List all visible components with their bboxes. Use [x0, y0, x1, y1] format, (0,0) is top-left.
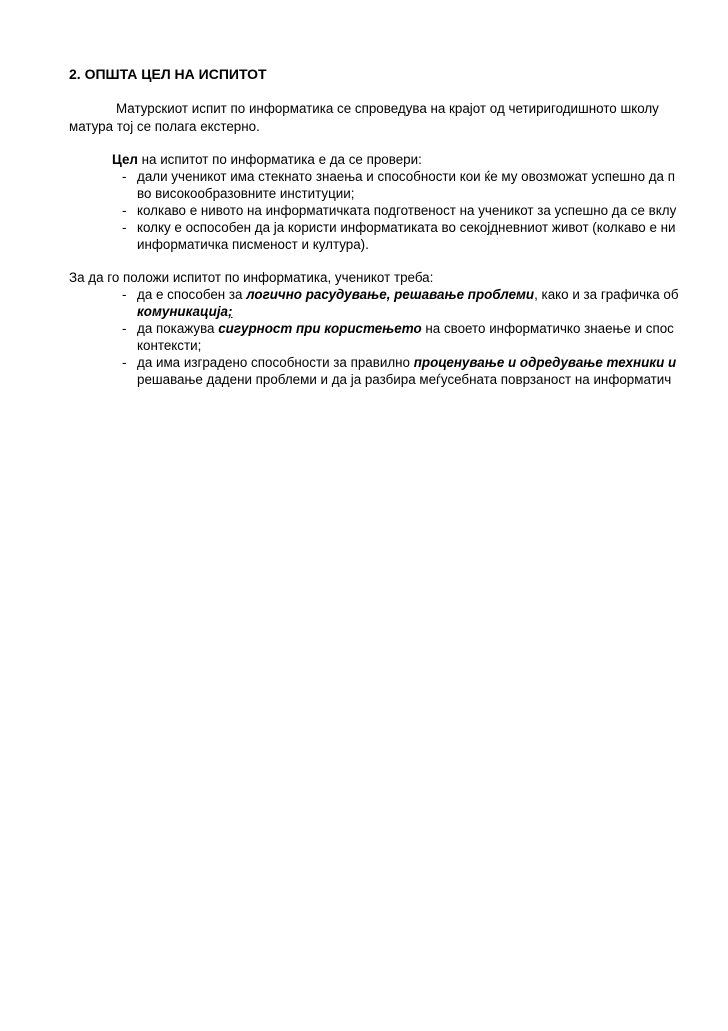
- requirement-1-line-2: [137, 303, 232, 320]
- bullet-dash: -: [122, 203, 127, 218]
- goal-lead: [112, 151, 422, 168]
- requirement-2-line-2: контексти;: [137, 338, 202, 353]
- bullet-dash: -: [122, 220, 127, 235]
- requirement-3-emphasis: проценување и одредување техники и: [413, 355, 677, 370]
- requirement-1-line-2-emphasis: комуникација: [137, 304, 228, 319]
- requirement-3-line-1: [137, 354, 676, 371]
- goal-bullet-3-line-2: информатичка писменост и култура).: [137, 237, 369, 252]
- section-heading: 2. ОПШТА ЦЕЛ НА ИСПИТОТ: [69, 66, 267, 82]
- bullet-dash: -: [122, 321, 127, 336]
- requirement-2-post: на своето информатичко знаење и спос: [421, 321, 674, 336]
- requirement-2-line-1: [137, 320, 674, 337]
- requirement-2-pre: да покажува: [137, 321, 219, 336]
- requirement-1-pre: да е способен за: [137, 287, 247, 302]
- intro-line-1: Матурскиот испит по информатика се спроведува на крајот од четиригодишното школу: [116, 101, 659, 116]
- requirement-1-post: , како и за графичка об: [534, 287, 679, 302]
- goal-bullet-1-line-2: во високообразовните институции;: [137, 186, 355, 201]
- goal-lead-bold: Цел: [112, 152, 138, 167]
- requirement-3-pre: да има изградено способности за правилно: [137, 355, 414, 370]
- goal-bullet-1-line-1: дали ученикот има стекнато знаења и способности кои ќе му овозможат успешно да п: [137, 169, 675, 184]
- goal-bullet-3-line-1: колку е оспособен да ја користи информатиката во секојдневниот живот (колкаво е ни: [137, 220, 676, 235]
- requirement-1-line-2-semicolon: ;: [227, 304, 233, 319]
- goal-bullet-2-line-1: колкаво е нивото на информатичката подготвеност на ученикот за успешно да се вклу: [137, 203, 677, 218]
- goal-lead-rest: на испитот по информатика е да се провери:: [137, 152, 422, 167]
- bullet-dash: -: [122, 169, 127, 184]
- bullet-dash: -: [122, 287, 127, 302]
- requirement-2-emphasis: сигурност при користењето: [218, 321, 422, 336]
- bullet-dash: -: [122, 355, 127, 370]
- intro-line-2: матура тој се полага екстерно.: [69, 119, 260, 134]
- requirement-1-line-1: [137, 286, 679, 303]
- requirement-3-line-2: решавање дадени проблеми и да ја разбира меѓусебната поврзаност на информатич: [137, 372, 672, 387]
- requirements-lead: За да го положи испитот по информатика, ученикот треба:: [69, 270, 434, 285]
- requirement-1-emphasis: логично расудување, решавање проблеми: [246, 287, 535, 302]
